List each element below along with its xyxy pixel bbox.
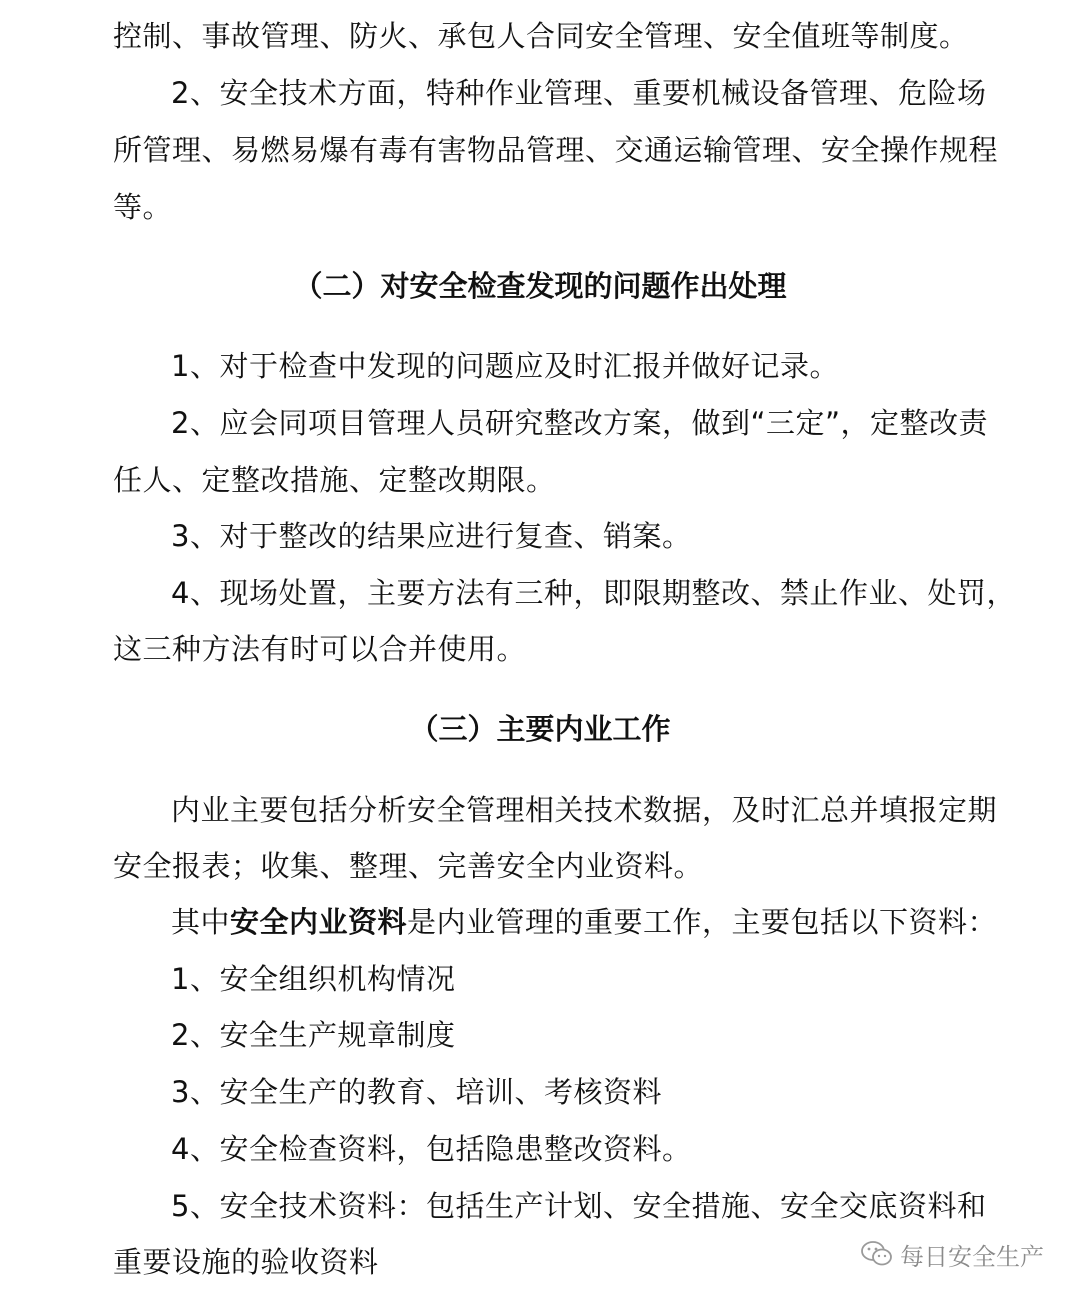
paragraph-line: 任人、定整改措施、定整改期限。: [113, 463, 556, 497]
list-item: 重要设施的验收资料: [113, 1245, 379, 1279]
paragraph-line: 3、对于整改的结果应进行复查、销案。: [171, 519, 692, 553]
intro-bold-term: 安全内业资料: [230, 905, 408, 939]
list-item: 5、安全技术资料：包括生产计划、安全措施、安全交底资料和: [171, 1189, 987, 1223]
watermark-text: 每日安全生产: [900, 1242, 1044, 1271]
paragraph-line: 安全报表；收集、整理、完善安全内业资料。: [113, 849, 704, 883]
watermark: [860, 1236, 1044, 1272]
paragraph-intro: [171, 902, 997, 942]
intro-suffix: 是内业管理的重要工作，主要包括以下资料：: [407, 905, 998, 939]
paragraph-line: 等。: [113, 190, 173, 224]
paragraph-line: 控制、事故管理、防火、承包人合同安全管理、安全值班等制度。: [113, 19, 969, 53]
list-item: 2、安全生产规章制度: [171, 1018, 456, 1052]
section-heading-2: （二）对安全检查发现的问题作出处理: [293, 269, 787, 303]
list-item: 1、安全组织机构情况: [171, 962, 456, 996]
list-item: 3、安全生产的教育、培训、考核资料: [171, 1075, 662, 1109]
wechat-icon: [860, 1240, 894, 1268]
intro-prefix: 其中: [171, 905, 231, 939]
paragraph-line: 2、应会同项目管理人员研究整改方案，做到“三定”，定整改责: [171, 406, 988, 440]
paragraph-line: 2、安全技术方面，特种作业管理、重要机械设备管理、危险场: [171, 76, 987, 110]
paragraph-line: 所管理、易燃易爆有毒有害物品管理、交通运输管理、安全操作规程: [113, 133, 999, 167]
paragraph-line: 内业主要包括分析安全管理相关技术数据，及时汇总并填报定期: [171, 793, 998, 827]
paragraph-line: 4、现场处置，主要方法有三种，即限期整改、禁止作业、处罚，: [171, 576, 1016, 610]
paragraph-line: 这三种方法有时可以合并使用。: [113, 632, 527, 666]
paragraph-line: 1、对于检查中发现的问题应及时汇报并做好记录。: [171, 349, 839, 383]
section-heading-3: （三）主要内业工作: [409, 712, 671, 746]
list-item: 4、安全检查资料，包括隐患整改资料。: [171, 1132, 692, 1166]
